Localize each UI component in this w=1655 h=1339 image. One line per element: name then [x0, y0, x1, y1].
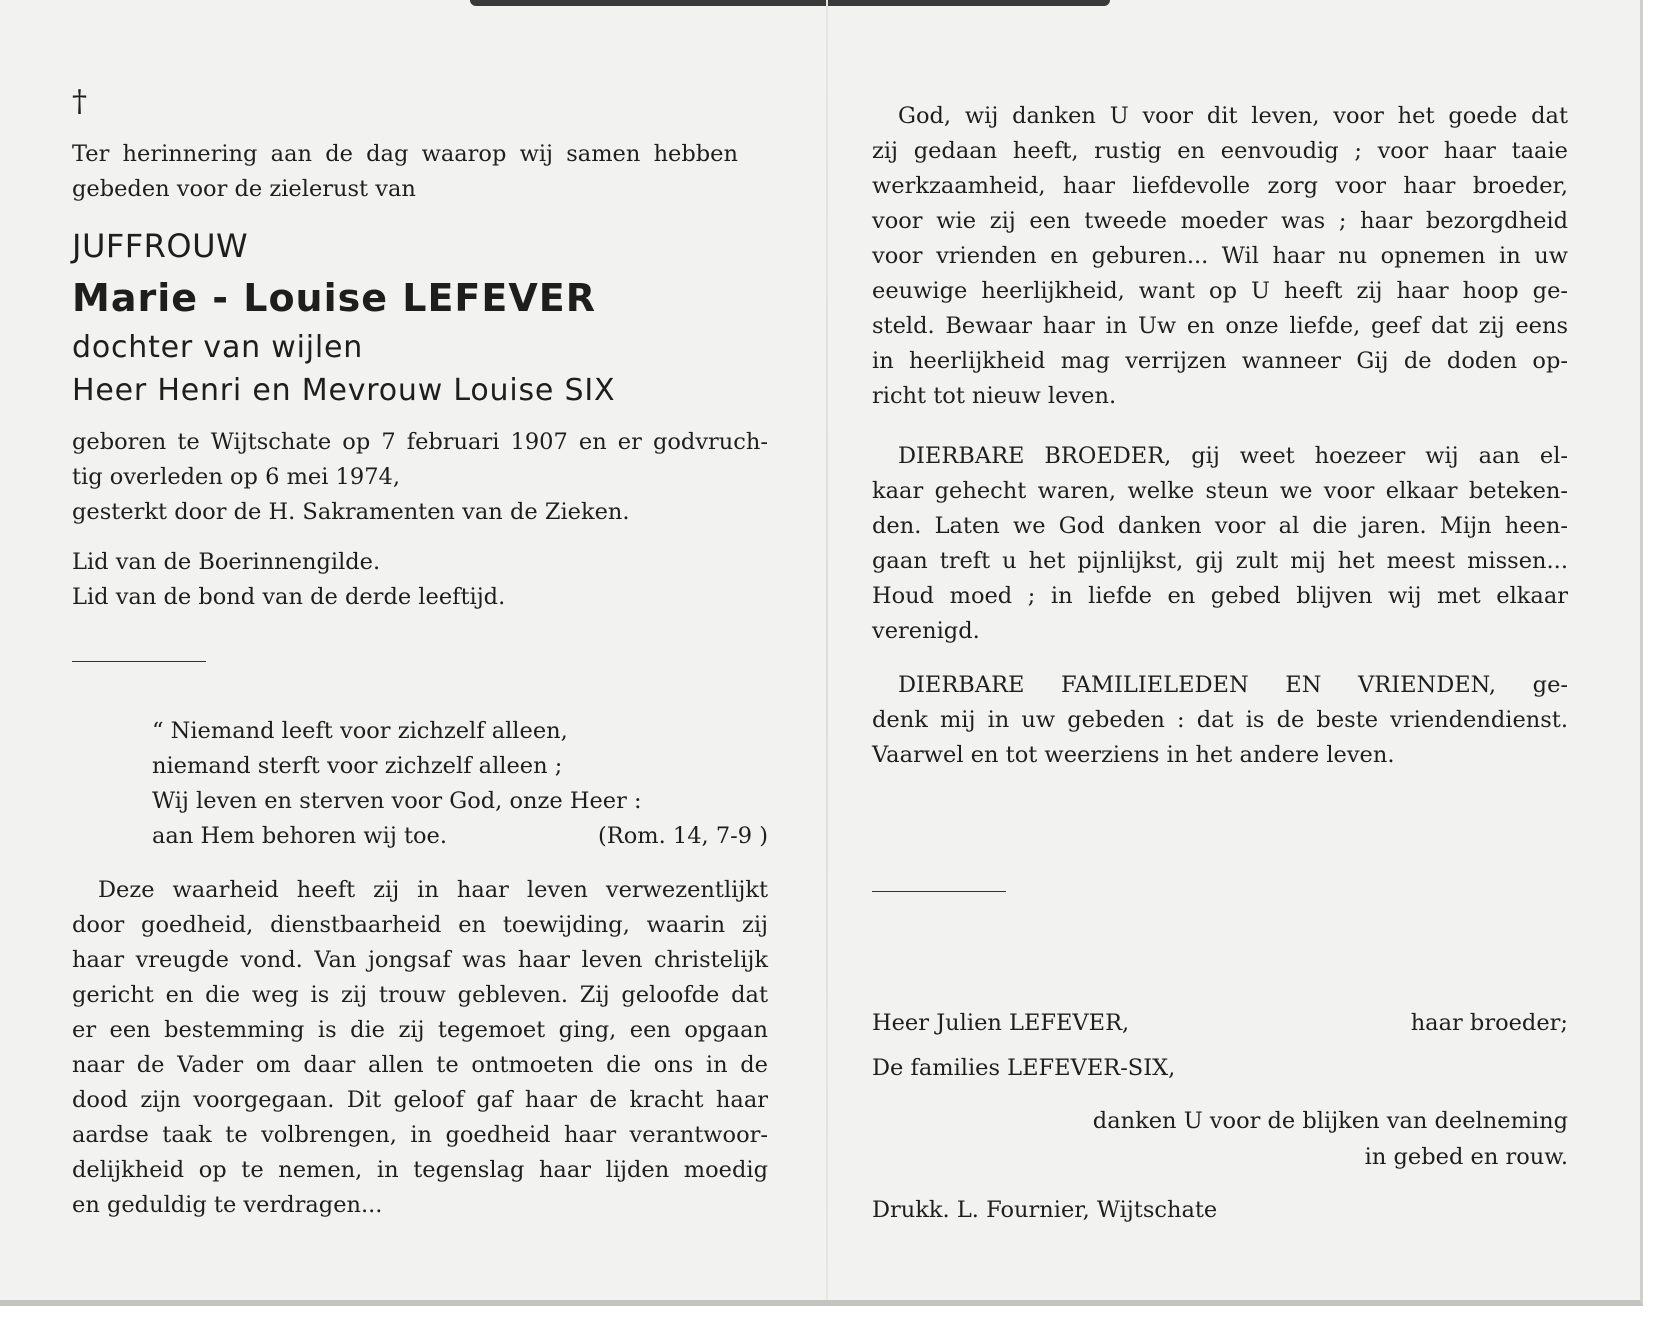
intro-line: gebeden voor de zielerust van [72, 176, 416, 202]
paragraph-line: aardse taak te volbrengen, in goedheid haar verantwoor- [72, 1122, 768, 1148]
brother-line: den. Laten we God danken voor al die jaren. Mijn heen- [872, 513, 1568, 539]
quote-reference: (Rom. 14, 7-9 ) [597, 823, 768, 849]
brother-line: Houd moed ; in liefde en gebed blijven wij met elkaar [872, 583, 1568, 609]
prayer-paragraph [872, 99, 1568, 414]
prayer-line: God, wij danken U voor dit leven, voor het goede dat [898, 103, 1568, 129]
brother-line: verenigd. [872, 618, 980, 644]
quote-line: “ Niemand leeft voor zichzelf alleen, [152, 718, 568, 744]
divider-right [872, 891, 1006, 892]
prayer-line: werkzaamheid, haar liefdevolle zorg voor haar broeder, [872, 173, 1568, 199]
quote-line: aan Hem behoren wij toe. [152, 823, 448, 849]
paragraph-line: naar de Vader om daar allen te ontmoeten die ons in de [72, 1052, 768, 1078]
paragraph-line: en geduldig te verdragen... [72, 1192, 383, 1218]
intro-text [72, 137, 738, 207]
paragraph-line: gericht en die weg is zij trouw gebleven. Zij geloofde dat [72, 982, 768, 1008]
scan-edge-shadow [470, 0, 1110, 6]
divider-left [72, 661, 206, 662]
brother-paragraph [872, 439, 1568, 649]
quote-line: Wij leven en sterven voor God, onze Heer : [152, 788, 642, 814]
family-line: Vaarwel en tot weerziens in het andere leven. [872, 742, 1395, 768]
paragraph-line: delijkheid op te nemen, in tegenslag haar lijden moedig [72, 1157, 768, 1183]
printer-credit: Drukk. L. Fournier, Wijtschate [872, 1197, 1218, 1223]
paragraph-line: Deze waarheid heeft zij in haar leven verwezentlijkt [98, 877, 768, 903]
birth-line: gesterkt door de H. Sakramenten van de Zieken. [72, 499, 630, 525]
thanks-line-2: in gebed en rouw. [1364, 1144, 1568, 1170]
parents-line-1: dochter van wijlen [72, 330, 364, 365]
membership-line: Lid van de Boerinnengilde. [72, 549, 381, 575]
prayer-line: voor vrienden en geburen... Wil haar nu opnemen in uw [872, 243, 1568, 269]
membership-line: Lid van de bond van de derde leeftijd. [72, 584, 506, 610]
family-paragraph [872, 668, 1568, 773]
deceased-name: Marie - Louise LEFEVER [72, 276, 596, 320]
thanks-line-1: danken U voor de blijken van deelneming [1092, 1108, 1568, 1134]
birth-death-text [72, 425, 768, 530]
signer-1-name: Heer Julien LEFEVER, [872, 1010, 1130, 1036]
memberships [72, 545, 762, 615]
birth-line: tig overleden op 6 mei 1974, [72, 464, 400, 490]
quote-line: niemand sterft voor zichzelf alleen ; [152, 753, 563, 779]
brother-line: kaar gehecht waren, welke steun we voor elkaar beteken- [872, 478, 1568, 504]
paragraph-line: dood zijn voorgegaan. Dit geloof gaf haar de kracht haar [72, 1087, 768, 1113]
intro-line: Ter herinnering aan de dag waarop wij samen hebben [72, 141, 738, 167]
prayer-line: in heerlijkheid mag verrijzen wanneer Gij de doden op- [872, 348, 1568, 374]
paragraph-line: er een bestemming is die zij tegemoet ging, een opgaan [72, 1017, 768, 1043]
paragraph-line: door goedheid, dienstbaarheid en toewijding, waarin zij [72, 912, 768, 938]
birth-line: geboren te Wijtschate op 7 februari 1907 en er godvruch- [72, 429, 768, 455]
title-juffrouw: JUFFROUW [72, 227, 249, 265]
tribute-paragraph [72, 873, 768, 1223]
parents-line-2: Heer Henri en Mevrouw Louise SIX [72, 373, 616, 408]
brother-line: gaan treft u het pijnlijkst, gij zult mij het meest missen... [872, 548, 1568, 574]
prayer-line: voor wie zij een tweede moeder was ; haar bezorgdheid [872, 208, 1568, 234]
card-fold-line [826, 0, 828, 1300]
prayer-line: steld. Bewaar haar in Uw en onze liefde, geef dat zij eens [872, 313, 1568, 339]
family-line: DIERBARE FAMILIELEDEN EN VRIENDEN, ge- [898, 672, 1568, 698]
brother-line: DIERBARE BROEDER, gij weet hoezeer wij aan el- [898, 443, 1568, 469]
signer-2: De families LEFEVER-SIX, [872, 1055, 1176, 1081]
prayer-line: zij gedaan heeft, rustig en eenvoudig ; voor haar taaie [872, 138, 1568, 164]
family-line: denk mij in uw gebeden : dat is de beste vriendendienst. [872, 707, 1568, 733]
prayer-line: eeuwige heerlijkheid, want op U heeft zij haar hoop ge- [872, 278, 1568, 304]
paragraph-line: haar vreugde vond. Van jongsaf was haar leven christelijk [72, 947, 768, 973]
signer-1-role: haar broeder; [1410, 1010, 1568, 1036]
prayer-line: richt tot nieuw leven. [872, 383, 1117, 409]
cross-symbol: † [72, 84, 87, 119]
